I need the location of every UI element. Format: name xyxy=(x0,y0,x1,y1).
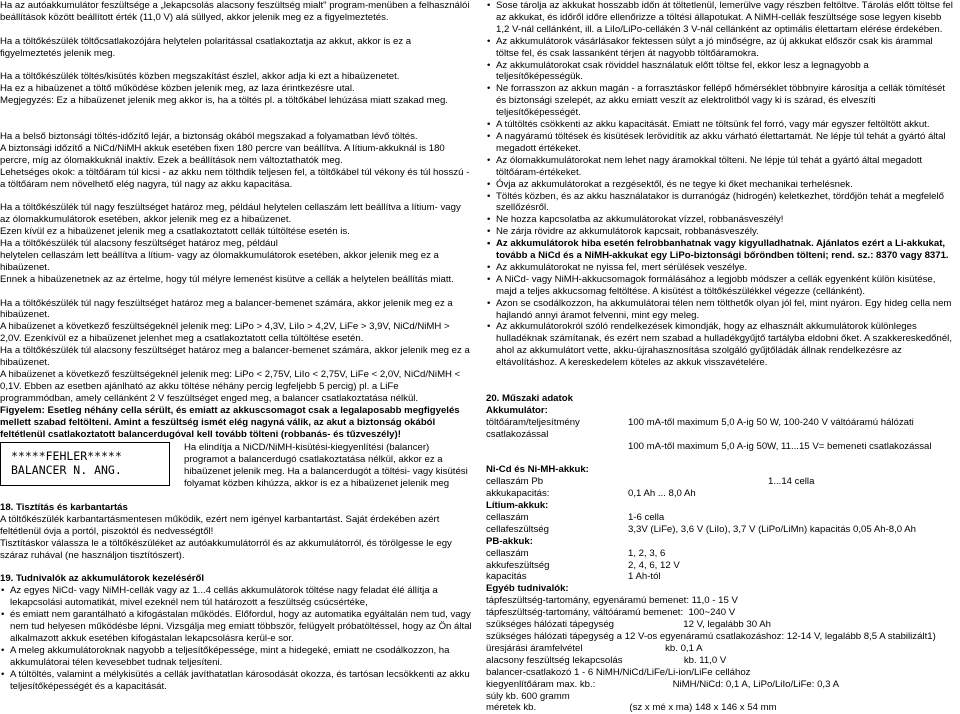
spec-value: 1...14 cella xyxy=(768,476,815,488)
list-item: • és emiatt nem garantálható a kifogástalan működés. Előfordul, hogy az automatika egyáltalán nem tud, vagy nem tud helyesen működésbe lépni. Vizsgálja meg emiatt többször, felügyelt próbatöltéssel, hogy az Ön által alkalmazott akkuk esetében kifogástalan lekapcsolásra kerül-e sor. xyxy=(0,609,472,645)
spec-label: Egyéb tudnivalók: xyxy=(486,583,569,595)
spec-label: Akkumulátor: xyxy=(486,404,548,416)
spec-label: akkufeszültség xyxy=(486,559,550,571)
list-item: • A meleg akkumulátoroknak nagyobb a teljesítőképessége, mint a hidegeké, emiatt ne csodálkozzon, ha akkumulátorai télen kevesebbet tudnak teljesíteni. xyxy=(0,645,472,669)
spec-label: Lítium-akkuk: xyxy=(486,500,549,512)
spec-label: csatlakozással xyxy=(486,428,549,440)
list-item: • Az akkumulátorokat csak röviddel használatuk előtt töltse fel, ekkor lesz a legnagyobb a teljesítőképességük. xyxy=(486,60,954,84)
list-item: • Óvja az akkumulátorokat a rezgésektől, és ne tegye ki őket mechanikai terhelésnek. xyxy=(486,179,954,191)
lcd-line-1: *****FEHLER***** xyxy=(11,449,122,464)
spec-line: méretek kb. (sz x mé x ma) 148 x 146 x 54 mm xyxy=(486,702,777,714)
timer-settings: A biztonsági időzítő a NiCd/NiMH akkuk esetében fixen 180 percre van beállítva. A lítium-akkuknál is 180 percre, míg az ólomakkuknál inaktív. Ezek a beállítások nem változtathatók meg. xyxy=(0,142,445,166)
overcharge-note: Ezen kívül ez a hibaüzenet jelenik meg a csatlakoztatott cellák túltöltése esetén is. xyxy=(0,226,350,238)
list-item: • A túltöltés csökkenti az akku kapacitását. Emiatt ne töltsünk fel forró, vagy már egyszer feltöltött akkut. xyxy=(486,119,954,131)
spec-label: cellaszám xyxy=(486,547,529,559)
spec-line: alacsony feszültség lekapcsolás kb. 11,0 V xyxy=(486,654,727,666)
spec-label: cellaszám Pb xyxy=(486,476,544,488)
spec-value xyxy=(628,405,954,417)
spec-value xyxy=(628,464,954,476)
spec-value: 0,1 Ah ... 8,0 Ah xyxy=(628,488,696,500)
spec-label: Ni-Cd és Ni-MH-akkuk: xyxy=(486,464,589,476)
spec-value: 100 mA-től maximum 5,0 A-ig 50 W, 100-240 V váltóáramú hálózati xyxy=(628,416,914,428)
spec-label: cellafeszültség xyxy=(486,523,549,535)
list-item: • Ne hozza kapcsolatba az akkumulátorokat vízzel, robbanásveszély! xyxy=(486,214,954,226)
spec-label xyxy=(486,441,628,453)
list-item: • Ne zárja rövidre az akkumulátorok kapcsait, robbanásveszély. xyxy=(486,226,954,238)
spec-value xyxy=(628,500,954,512)
warning-low-voltage: Ha az autóakkumulátor feszültsége a „lekapcsolás alacsony feszültség mialt" program-menüben a felhasználói beállítások között beállított érték (11,0 V) alá süllyed, akkor jelenik meg ez a figyelmeztetés. xyxy=(0,0,470,23)
undervoltage-cells: helytelen cellaszám lett beállítva a lítium- vagy az ólomakkumulátorok esetében, akkor jelenik meg ez a hibaüzenet. xyxy=(0,249,439,273)
cleaning-text: Tisztításkor válassza le a töltőkészüléket az autóakkumulátorról és az akkumulátorról, és törölgesse le egy száraz ruhával (ne használjon tisztítószert). xyxy=(0,537,452,561)
warning-polarity: Ha a töltőkészülék töltőcsatlakozójára helytelen polaritással csatlakoztatja az akkut, akkor is ez a figyelmeztetés jelenik meg. xyxy=(0,35,412,59)
spec-label: cellaszám xyxy=(486,511,529,523)
attention-warning: Figyelem: Esetleg néhány cella sérült, és emiatt az akkuscsomagot csak a legalaposabb megfigyelés mellett szabad feltölteni. Amint a feszültség ismét elég nagyná válik, az akut a biztonság okából feltétlenül csatlakoztatott balancerdugóval kell tovább tölteni (robbanás- és tűzveszély)! xyxy=(0,404,460,440)
safety-case-item: • Az akkumulátorok hiba esetén felrobbanhatnak vagy kigyulladhatnak. Ajánlatos ezért a Li-akkukat, tovább a NiCd és a NiMH-akkukat egy LiPo-biztonsági bőröndben tölteni; rend. sz.: 8370 vagy 8371. xyxy=(486,238,954,262)
spec-line: üresjárási áramfelvétel kb. 0,1 A xyxy=(486,642,703,654)
spec-label: PB-akkuk: xyxy=(486,535,533,547)
spec-value xyxy=(628,452,954,464)
list-item: • A túltöltés, valamint a mélykisütés a cellák javíthatatlan károsodását okozza, és tartósan lecsökkenti az akku teljesítőképességét és a kapacitását. xyxy=(0,669,472,693)
left-column xyxy=(0,0,472,692)
spec-value: 3,3V (LiFe), 3,6 V (LiIo), 3,7 V (LiPo/LiMn) kapacitás 0,05 Ah-8,0 Ah xyxy=(628,523,916,535)
list-item: • A nagyáramú töltések és kisütések lerövidítik az akku várható élettartamát. Ne lépje túl tehát a gyártó által megadott értékeket. xyxy=(486,131,954,155)
spec-line: tápfeszültség-tartomány, váltóáramú bemenet: 100~240 V xyxy=(486,607,736,619)
section-19-heading: 19. Tudnivalók az akkumulátorok kezeléséről xyxy=(0,573,205,585)
spec-line: tápfeszültség-tartomány, egyenáramú bemenet: 11,0 - 15 V xyxy=(486,595,738,607)
list-item: • Az ólomakkumulátorokat nem lehet nagy áramokkal tölteni. Ne lépje túl tehát a gyártó által megadott töltőáram-értékeket. xyxy=(486,155,954,179)
list-item: • Töltés közben, és az akku használatakor is durranógáz (hidrogén) keletkezhet, tördőjön tehát a megfelelő szellőzésről. xyxy=(486,191,954,215)
spec-line: szükséges hálózati tápegység 12 V, legalább 30 Ah xyxy=(486,619,771,631)
spec-value: 1-6 cella xyxy=(628,511,665,523)
list-item: • Sose tárolja az akkukat hosszabb időn át töltetlenül, lemerülve vagy részben feltöltve. Tárolás előtt töltse fel az akkukat, és időről időre ellenőrizze a töltési állapotukat. A NiMH-cellák feszültsége sose legyen kisebb 1,2 V-nál cellánként, ill. a LiIo/LiPo-cellákén 3 V-nál cellánként az optimális élettartam elérése érdekében. xyxy=(486,0,954,36)
spec-line: kiegyenlítőáram max. kb.: NiMH/NiCd: 0,1 A, LiPo/LiIo/LiFe: 0,3 A xyxy=(486,678,839,690)
list-item: • Az egyes NiCd- vagy NiMH-cellák vagy az 1...4 cellás akkumulátorok töltése nagy feladat élé állítja a lekapcsolási automatikát, mivel ezeknél nem túl határozott a feszültség csúcsértéke, xyxy=(0,585,472,609)
spec-value: 1, 2, 3, 6 xyxy=(628,547,666,559)
list-item: • Azon se csodálkozzon, ha akkumulátorai télen nem tölthetők olyan jól fel, mint nyáron. Egy hideg cella nem hajlandó annyi áramot felvenni, mint egy meleg. xyxy=(486,298,954,322)
spec-value: 1 Ah-tól xyxy=(628,571,661,583)
error-note: Megjegyzés: Ez a hibaüzenet jelenik meg akkor is, ha a töltés pl. a töltőkábel lehúzása miatt szakad meg. xyxy=(0,95,448,107)
undervoltage-error: Ha a töltőkészülék túl alacsony feszültséget határoz meg, például xyxy=(0,238,278,250)
spec-label xyxy=(486,452,628,464)
list-item: • Az akkumulátorok vásárlásakor fektessen súlyt a jó minőségre, az új akkukat először csak kis árammal töltse fel, és csak lassanként térjen át nagyobb töltőáramokra. xyxy=(486,36,954,60)
spec-line: szükséges hálózati tápegység a 12 V-os egyenáramú csatlakozáshoz: 12-14 V, legalább 8,5 A stabilizált1) xyxy=(486,631,936,642)
spec-label: akkukapacitás: xyxy=(486,488,550,500)
lcd-display xyxy=(0,442,170,486)
spec-value xyxy=(628,583,954,595)
balancer-error-figure xyxy=(0,442,472,490)
error-interrupt: Ha a töltőkészülék töltés/kisütés közben megszakítást észlel, akkor adja ki ezt a hibaüzenetet. xyxy=(0,71,400,83)
spec-label: töltőáram/teljesítmény xyxy=(486,416,580,428)
maintenance-text: A töltőkészülék karbantartásmentesen működik, ezért nem igényel karbantartást. Saját érdekében azért feltétlenül óvja a portól, piszoktól és nedvességtől! xyxy=(0,513,440,537)
balancer-undervoltage-values: A hibaüzenet a következő feszültségeknél jelenik meg: LiPo < 2,75V, LiIo < 2,75V, LiFe < 2,0V, NiCd/NiMH < 0,1V. Ebben az esetben ajánlható az akku töltése néhány percig legfeljebb 5 percig) pl. a LiFe programmódban, amely cellánként 2 V feszültséget enged meg, a balancer csatlakoztatása nélkül. xyxy=(0,369,461,404)
balancer-overvoltage-values: A hibaüzenet a következő feszültségeknél jelenik meg: LiPo > 4,3V, LiIo > 4,2V, LiFe > 3,9V, NiCd/NiMH > 2,0V. Ezenkívül ez a hibaüzenet jelenhet meg a csatlakoztatott cella túltöltése esetén. xyxy=(0,321,450,345)
timer-causes: Lehetséges okok: a töltőáram túl kicsi - az akku nem tölthdik teljesen fel, a töltőkábel túl vékony és túl hosszú - a töltőáram nem növelhető elég nagyra, túl nagy az akku kapacitása. xyxy=(0,166,470,190)
misc-specs xyxy=(486,595,954,714)
spec-label: kapacitás xyxy=(486,571,527,583)
balancer-undervoltage: Ha a töltőkészülék túl alacsony feszültséget határoz meg a balancer-bemenet számára, akkor jelenik meg ez a hibaüzenet. xyxy=(0,345,470,369)
section-18-heading: 18. Tisztítás és karbantartás xyxy=(0,501,128,513)
list-item: • Ne forrasszon az akkun magán - a forrasztáskor fellépő hőmérséklet többnyire károsítja a cellák tömítését és biztonsági szelepét, az akku emiatt veszít az elektrolitból vagy ki is szárad, és elveszíti teljesítőképességét. xyxy=(486,83,954,119)
list-item: • Az akkumulátorokról szóló rendelkezések kimondják, hogy az elhasznált akkumulátorok különleges hulladéknak számítanak, és ezért nem szabad a hulladékgyűjtő tartályba eldobni őket. A szakkereskedőnél, ahol az akkumulátort vette, akku-újrahasznosítása szolgáló gyűjtőládák állnak rendelkezésre az eltávolításhoz. A kereskedelem köteles az akkuk visszavételére. xyxy=(486,321,954,369)
list-item: • Az akkumulátorokat ne nyissa fel, mert sérülések veszélye. xyxy=(486,262,954,274)
battery-tips-list xyxy=(0,585,472,692)
spec-value xyxy=(628,536,954,548)
spec-value: 2, 4, 6, 12 V xyxy=(628,559,680,571)
spec-value xyxy=(628,429,954,441)
spec-line: balancer-csatlakozó 1 - 6 NiMH/NiCd/LiFe/Li-ion/LiFe cellához xyxy=(486,666,751,678)
balancer-overvoltage: Ha a töltőkészülék túl nagy feszültséget határoz meg a balancer-bemenet számára, akkor jelenik meg ez a hibaüzenet. xyxy=(0,297,453,321)
timer-expired: Ha a belső biztonsági töltés-időzítő lejár, a biztonság okából megszakad a folyamatban lévő töltés. xyxy=(0,130,418,142)
list-item: • A NiCd- vagy NiMH-akkucsomagok formálásához a legjobb módszer a cellák egyenként külön kisütése, majd a teljes akkucsomag feltöltése. A kisütést a töltőkészülékkel végezze (cellánként). xyxy=(486,274,954,298)
spec-line: súly kb. 600 gramm xyxy=(486,690,570,702)
balancer-error-text: Ha elindítja a NiCD/NiMH-kisütési-kiegyenlítési (balancer) programot a balancerdugó csatlakoztatása nélkül, akkor ez a hibaüzenet jelenik meg. Ha a balancerdugót a töltési- vagy kisütési folyamat közben kihúzza, akkor is ez a hibaüzenet jelenik meg xyxy=(184,442,468,490)
spec-value: 100 mA-től maximum 5,0 A-ig 50W, 11...15 V= bemeneti csatlakozással xyxy=(628,440,932,452)
battery-handling-list xyxy=(486,0,954,369)
right-column xyxy=(486,0,954,714)
overvoltage-error: Ha a töltőkészülék túl nagy feszültséget határoz meg, például helytelen cellaszám lett beállítva a lítium- vagy az ólomakkumulátorok esetében, akkor jelenik meg ez a hibaüzenet. xyxy=(0,202,461,226)
section-20-heading: 20. Műszaki adatok xyxy=(486,392,573,404)
spec-table xyxy=(486,405,954,595)
error-loose-contact: Ha ez a hibaüzenet a töltő működése közben jelenik meg, az laza érintkezésre utal. xyxy=(0,83,355,95)
undervoltage-meaning: Ennek a hibaüzenetnek az az értelme, hogy túl mélyre lemenést kisütve a cellák a helytelen beállítás miatt. xyxy=(0,273,454,285)
lcd-line-2: BALANCER N. ANG. xyxy=(11,463,122,478)
